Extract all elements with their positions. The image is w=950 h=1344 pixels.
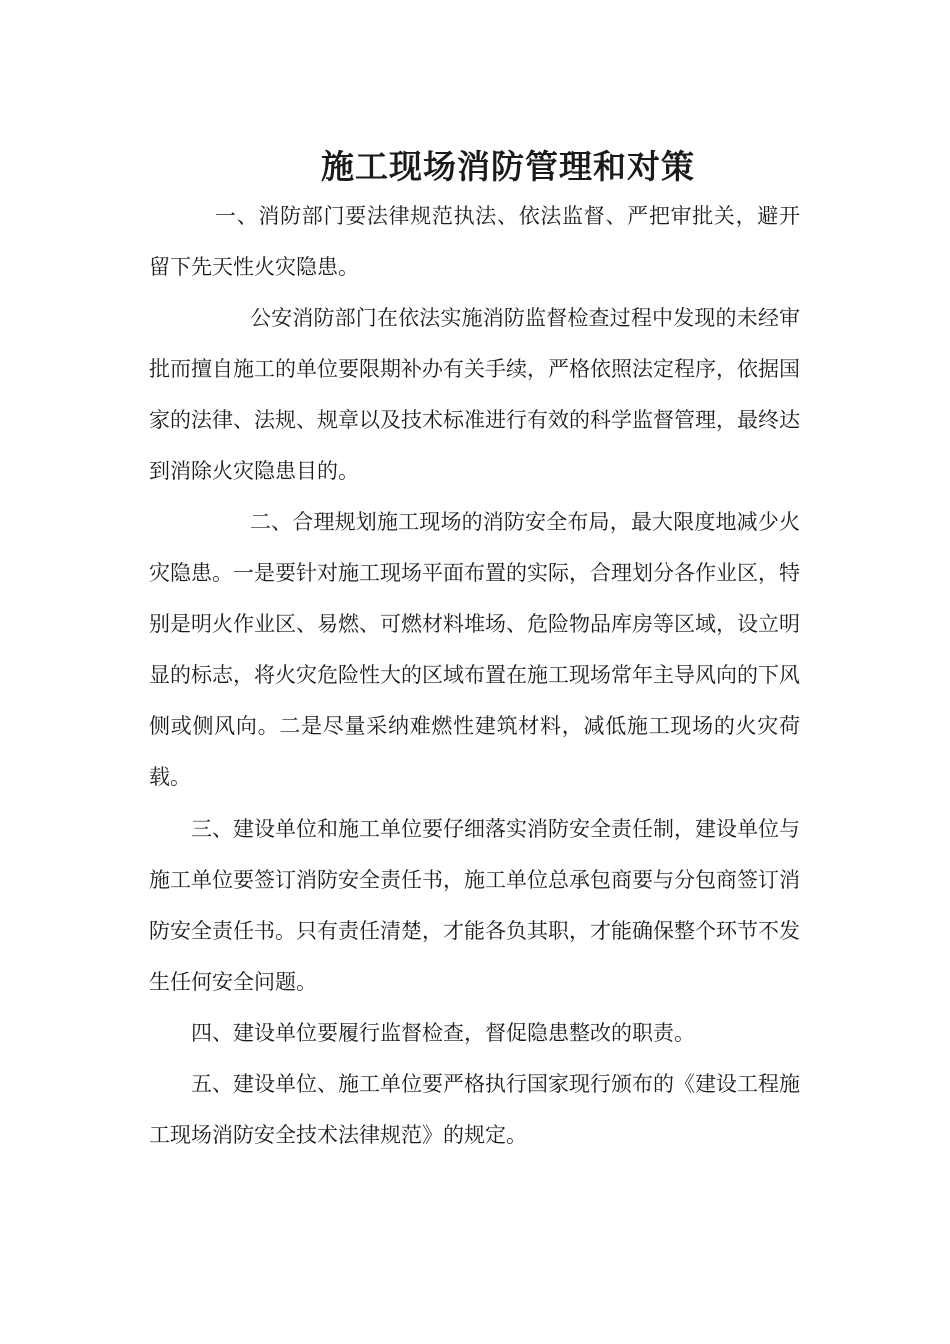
- paragraph-2: 公安消防部门在依法实施消防监督检查过程中发现的未经审批而擅自施工的单位要限期补办有关手续，严格依照法定程序，依据国家的法律、法规、规章以及技术标准进行有效的科学监督管理，最终达到消除火灾隐患目的。: [149, 306, 800, 483]
- paragraph-1: 一、消防部门要法律规范执法、依法监督、严把审批关，避开留下先天性火灾隐患。: [149, 204, 800, 279]
- document-title: 施工现场消防管理和对策: [321, 147, 695, 187]
- paragraph-3: 二、合理规划施工现场的消防安全布局，最大限度地减少火灾隐患。一是要针对施工现场平面布置的实际，合理划分各作业区，特别是明火作业区、易燃、可燃材料堆场、危险物品库房等区域，设立明显的标志，将火灾危险性大的区域布置在施工现场常年主导风向的下风侧或侧风向。二是尽量采纳难燃性建筑材料，减低施工现场的火灾荷载。: [149, 510, 800, 789]
- paragraph-5: 四、建设单位要履行监督检查，督促隐患整改的职责。: [191, 1021, 695, 1045]
- paragraph-4: 三、建设单位和施工单位要仔细落实消防安全责任制，建设单位与施工单位要签订消防安全责任书，施工单位总承包商要与分包商签订消防安全责任书。只有责任清楚，才能各负其职，才能确保整个环节不发生任何安全问题。: [149, 817, 800, 994]
- paragraph-6: 五、建设单位、施工单位要严格执行国家现行颁布的《建设工程施工现场消防安全技术法律规范》的规定。: [149, 1072, 800, 1147]
